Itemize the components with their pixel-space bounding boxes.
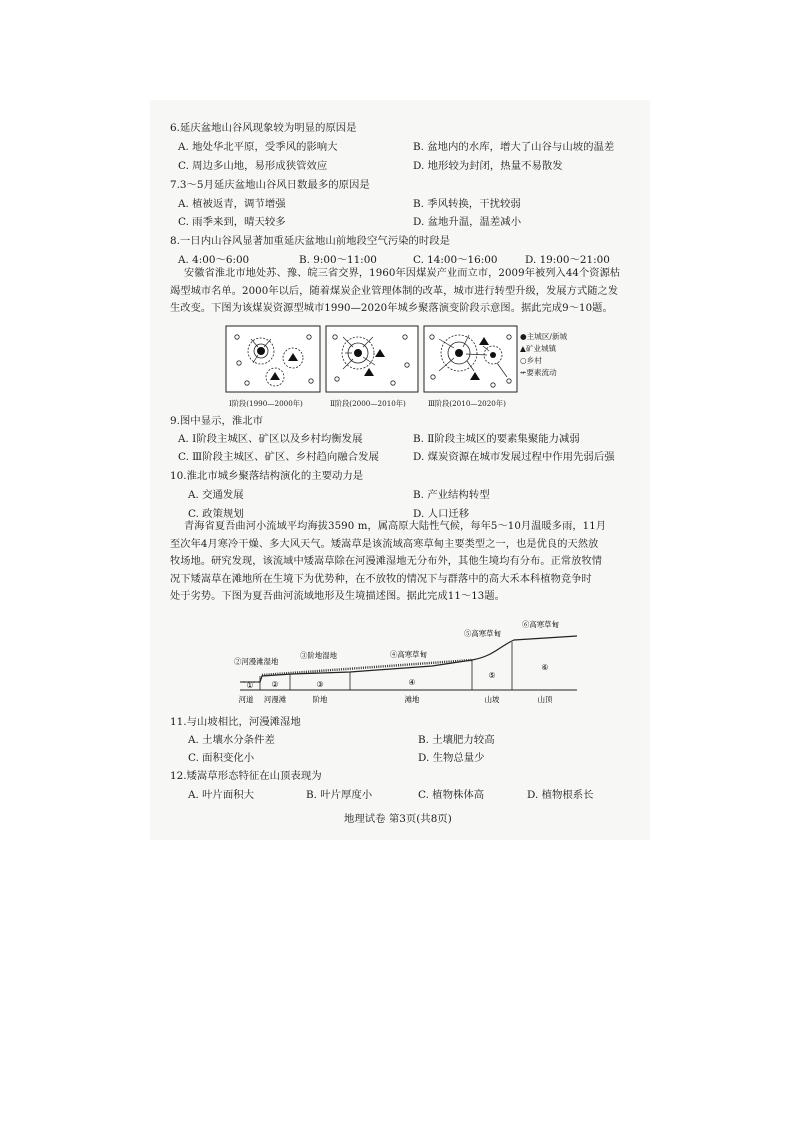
q10-option-b: B. 产业结构转型	[413, 489, 490, 501]
q9-option-c: C. Ⅲ阶段主城区、矿区、乡村趋向融合发展	[178, 451, 379, 463]
q9-option-b: B. Ⅱ阶段主城区的要素集聚能力减弱	[413, 433, 580, 445]
label-alpine-meadow-5: ⑤高寒草甸	[464, 629, 501, 638]
legend-main-city: ●主城区/新城	[520, 332, 568, 341]
legend-mining-town: ▲矿业城镇	[520, 344, 557, 353]
q7-option-a: A. 植被返青，调节增强	[178, 198, 286, 210]
q11-option-b: B. 土壤肥力较高	[418, 734, 495, 746]
q12-option-a: A. 叶片面积大	[188, 789, 255, 801]
stage-3-panel	[424, 326, 517, 392]
label-flatland: 滩地	[404, 695, 420, 704]
q12-option-c: C. 植物株体高	[418, 789, 485, 801]
q11-option-a: A. 土壤水分条件差	[188, 734, 275, 746]
stage-1-panel	[226, 326, 320, 392]
q7-stem: 7.3～5月延庆盆地山谷风日数最多的原因是	[170, 179, 370, 191]
q7-option-c: C. 雨季来到，晴天较多	[178, 216, 286, 228]
q9-stem: 9.图中显示，淮北市	[170, 415, 264, 427]
q11-option-c: C. 面积变化小	[188, 752, 255, 764]
terrain-habitat-figure	[232, 620, 582, 712]
grass-texture	[262, 660, 472, 675]
stage-1-caption: Ⅰ阶段(1990—2000年)	[229, 399, 303, 408]
q10-option-d: D. 人口迁移	[413, 508, 470, 520]
q6-option-a: A. 地处华北平原，受季风的影响大	[178, 141, 338, 153]
label-hilltop: 山顶	[537, 695, 553, 704]
q8-option-b: B. 9:00～11:00	[299, 254, 377, 266]
passage-huaibei	[170, 265, 620, 318]
label-terrace-wetland: ③阶地湿地	[300, 651, 337, 660]
q9-option-d: D. 煤炭资源在城市发展过程中作用先弱后强	[413, 451, 615, 463]
q10-option-a: A. 交通发展	[188, 489, 244, 501]
q8-option-c: C. 14:00～16:00	[413, 254, 498, 266]
passage2-line: 牧场地。研究发现，该流域中矮嵩草除在河漫滩湿地无分布外，其他生境均有分布。正常放牧情	[170, 556, 603, 568]
q8-stem: 8.一日内山谷风显著加重延庆盆地山前地段空气污染的时段是	[170, 235, 451, 247]
label-floodplain-wetland: ②河漫滩湿地	[234, 657, 279, 666]
q12-stem: 12.矮嵩草形态特征在山顶表现为	[170, 770, 322, 782]
passage2-line: 青海省夏吾曲河小流域平均海拔3590 m，属高原大陆性气候，每年5～10月温暖多雨，11月	[184, 521, 607, 532]
zone-5-number: ⑤	[488, 671, 496, 680]
zone-2-number: ②	[271, 680, 279, 689]
q11-stem: 11.与山坡相比，河漫滩湿地	[170, 716, 301, 728]
zone-3-number: ③	[316, 680, 324, 689]
q9-option-a: A. Ⅰ阶段主城区、矿区以及乡村均衡发展	[178, 433, 363, 445]
q6-option-d: D. 地形较为封闭，热量不易散发	[413, 160, 563, 172]
stage-2-panel	[326, 326, 418, 392]
q7-option-b: B. 季风转换，干扰较弱	[413, 198, 521, 210]
passage1-line: 生改变。下图为该煤炭资源型城市1990—2020年城乡聚落演变阶段示意图。据此完成9～10题。	[170, 303, 613, 315]
passage1-line: 竭型城市名单。2000年以后，随着煤炭企业管理体制的改革，城市进行转型升级，发展方式随之发	[170, 285, 619, 297]
page-footer: 地理试卷 第3页(共8页)	[344, 813, 452, 825]
q10-stem: 10.淮北市城乡聚落结构演化的主要动力是	[170, 470, 364, 482]
label-hillside: 山坡	[484, 695, 500, 704]
legend-village: ○乡村	[520, 356, 542, 365]
q8-option-a: A. 4:00～6:00	[178, 254, 250, 266]
label-terrace: 阶地	[312, 695, 328, 704]
passage2-line: 至次年4月寒冷干燥、多大风天气。矮嵩草是该流域高寒草甸主要类型之一，也是优良的天然放	[170, 538, 599, 550]
label-floodplain: 河漫滩	[263, 695, 287, 704]
zone-1-number: ①	[246, 681, 254, 690]
q10-option-c: C. 政策规划	[188, 508, 244, 520]
passage-xiawuqu	[170, 518, 606, 606]
label-alpine-meadow-4: ④高寒草甸	[390, 650, 427, 659]
q6-option-b: B. 盆地内的水库，增大了山谷与山坡的温差	[413, 141, 615, 153]
zone-6-number: ⑥	[541, 663, 549, 672]
q11-option-d: D. 生物总量少	[418, 752, 485, 764]
settlement-evolution-figure	[225, 325, 520, 395]
legend-factor-flow: ↚要素流动	[520, 368, 557, 377]
q12-option-d: D. 植物根系长	[527, 789, 594, 801]
label-river-channel: 河道	[238, 695, 254, 704]
q6-option-c: C. 周边多山地，易形成狭管效应	[178, 160, 328, 172]
passage2-line: 况下矮嵩草在滩地所在生境下为优势种，在不放牧的情况下与群落中的高大禾本科植物竞争时	[170, 573, 592, 585]
zone-4-number: ④	[408, 678, 416, 687]
stage-2-caption: Ⅱ阶段(2000—2010年)	[330, 399, 406, 408]
q6-stem: 6.延庆盆地山谷风现象较为明显的原因是	[170, 122, 357, 134]
q8-option-d: D. 19:00～21:00	[525, 254, 610, 266]
q12-option-b: B. 叶片厚度小	[306, 789, 373, 801]
figure1-legend	[520, 331, 567, 379]
passage1-line: 安徽省淮北市地处苏、豫、皖三省交界，1960年因煤炭产业而立市，2009年被列入44个资源枯	[184, 268, 621, 279]
q7-option-d: D. 盆地升温，温差减小	[413, 216, 522, 228]
terrain-surface-line	[240, 636, 577, 682]
passage2-line: 处于劣势。下图为夏吾曲河流域地形及生境描述图。据此完成11～13题。	[170, 591, 505, 603]
stage-3-caption: Ⅲ阶段(2010—2020年)	[428, 399, 506, 408]
label-alpine-meadow-6: ⑥高寒草甸	[522, 620, 559, 629]
